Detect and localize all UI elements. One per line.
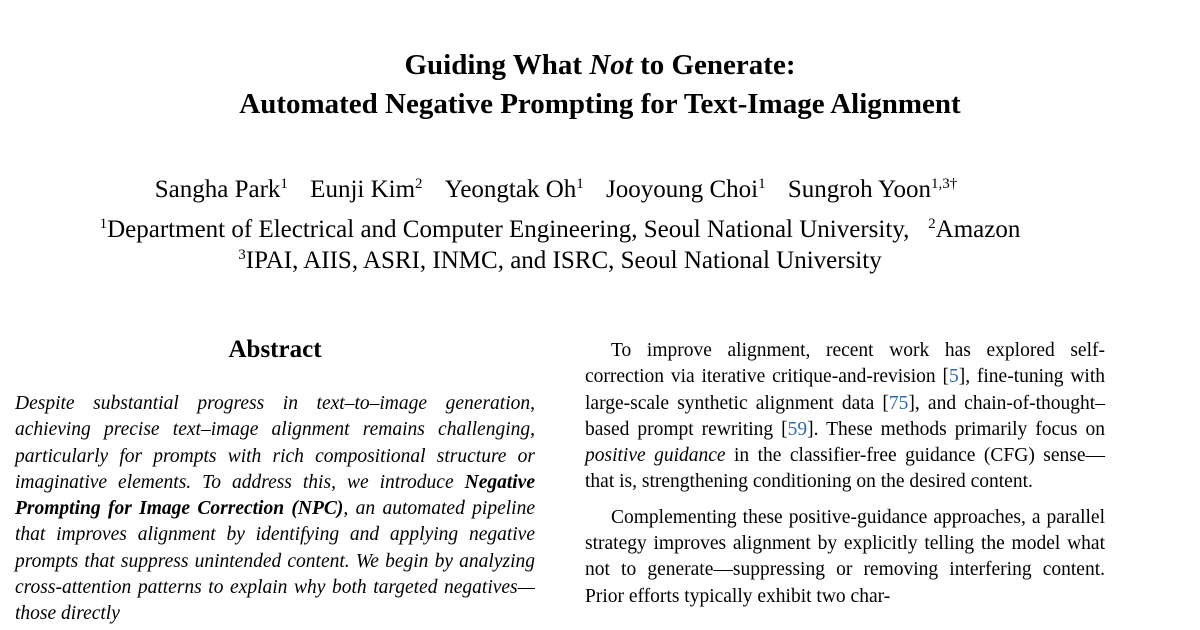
emphasis-positive-guidance: positive guidance bbox=[585, 445, 726, 467]
abstract-heading: Abstract bbox=[228, 336, 322, 363]
title-line-2: Automated Negative Prompting for Text-Image Alignment bbox=[239, 88, 961, 120]
intro-column bbox=[585, 338, 1105, 619]
method-name: Negative Prompting for Image Correction (NPC) bbox=[15, 471, 535, 520]
citation-link[interactable]: 5 bbox=[948, 366, 959, 388]
paper-title bbox=[0, 46, 1200, 124]
title-emphasis: Not bbox=[589, 49, 633, 81]
author-1: Sangha Park$^1$ bbox=[154, 176, 288, 203]
affiliation-line-2: $^3$IPAI, AIIS, ASRI, INMC, and ISRC, Seoul National University bbox=[238, 247, 882, 274]
abstract-text: Despite substantial progress in text–to–image generation, achieving precise text–image alignment remains challenging, particularly for prompts with rich compositional structure or imaginative elements. To address this, we introduce Negative Prompting for Image Correction (NPC), an automated pipeline that improves alignment by identifying and applying negative prompts that suppress unintended content. We begin by analyzing cross-attention patterns to explain why both targeted negatives—those directly bbox=[15, 393, 535, 625]
affiliations bbox=[0, 214, 1120, 276]
author-3: Yeongtak Oh$^1$ bbox=[444, 176, 584, 203]
intro-paragraph-1: To improve alignment, recent work has explored self-correction via iterative critique-and-revision [5], fine-tuning with large-scale synthetic alignment data [75], and chain-of-thought–based prompt rewriting [59]. These methods primarily focus on positive guidance in the classifier-free guidance (CFG) sense—that is, strengthening conditioning on the desired content. bbox=[585, 340, 1105, 493]
author-2: Eunji Kim$^2$ bbox=[310, 176, 423, 203]
affiliation-line-1: $^1$Department of Electrical and Computer Engineering, Seoul National University, $^2$Amazon bbox=[99, 216, 1021, 243]
author-list bbox=[0, 174, 1112, 206]
citation-link[interactable]: 75 bbox=[888, 392, 909, 414]
author-5: Sungroh Yoon$^{1,3\dagger}$ bbox=[787, 176, 958, 203]
author-4: Jooyoung Choi$^1$ bbox=[606, 176, 766, 203]
title-line-1: Guiding What Not to Generate: bbox=[404, 49, 796, 81]
citation-link[interactable]: 59 bbox=[787, 418, 808, 440]
intro-paragraph-2: Complementing these positive-guidance approaches, a parallel strategy improves alignment by explicitly telling the model what not to generate—suppressing or removing interfering content. Prior efforts typically exhibit two char- bbox=[585, 506, 1105, 607]
